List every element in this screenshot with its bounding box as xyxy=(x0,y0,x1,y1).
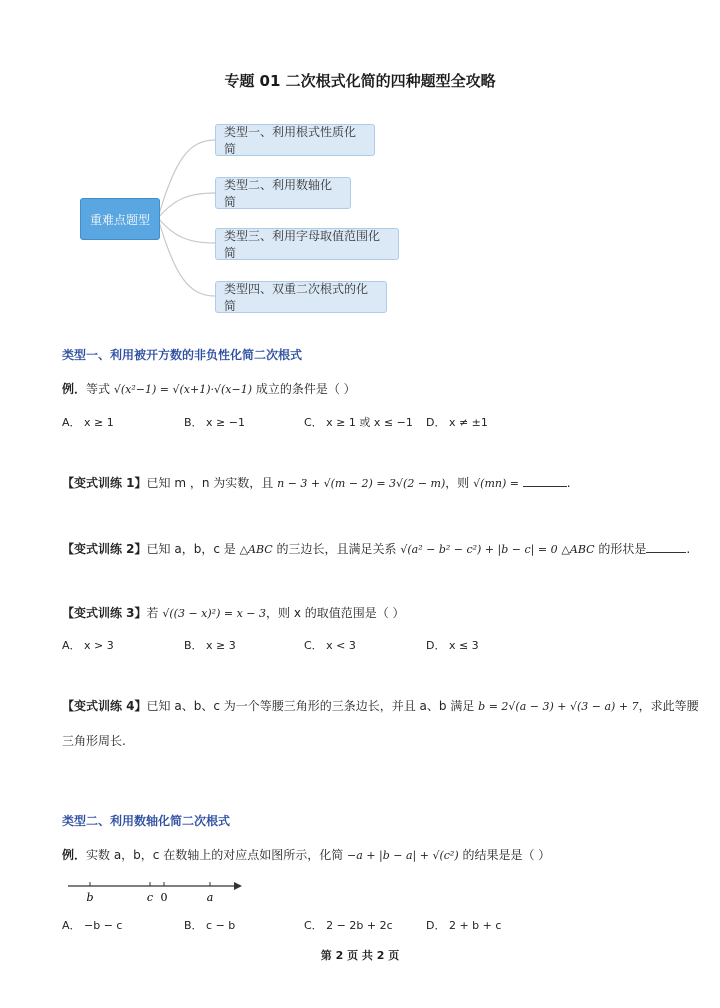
exercise-1-text-after: ，则 xyxy=(445,476,470,490)
option-b: B． x ≥ −1 xyxy=(184,416,245,429)
exercise-4-text: 已知 a、b、c 为一个等腰三角形的三条边长，并且 a、b 满足 xyxy=(146,699,475,713)
option-d: D． x ≤ 3 xyxy=(426,639,479,652)
exercise-4-text-2: ，求此等腰 xyxy=(638,699,699,713)
exercise-4-formula: b = 2√(a − 3) + √(3 − a) + 7 xyxy=(478,700,639,713)
exercise-2-triangle-2: △ABC xyxy=(561,543,595,556)
axis-label-zero: 0 xyxy=(160,891,168,904)
example-formula: √(x²−1) = √(x+1)·√(x−1) xyxy=(113,383,253,396)
option-d: D． x ≠ ±1 xyxy=(426,416,488,429)
exercise-1 xyxy=(62,474,571,491)
answer-blank xyxy=(523,474,567,487)
exercise-2-formula: √(a² − b² − c²) + |b − c| = 0 xyxy=(400,543,558,556)
page-footer: 第 2 页 共 2 页 xyxy=(320,949,400,962)
option-d: D． 2 + b + c xyxy=(426,919,502,932)
mind-map-branch-4: 类型四、双重二次根式的化简 xyxy=(215,281,387,313)
exercise-4-line-2: 三角形周长. xyxy=(62,734,126,748)
option-c: C． x ≥ 1 或 x ≤ −1 xyxy=(304,416,413,429)
example-2 xyxy=(62,846,550,863)
exercise-1-text: 已知 m ，n 为实数，且 xyxy=(146,476,274,490)
example-2-formula: −a + |b − a| + √(c²) xyxy=(347,849,459,862)
option-c: C． x < 3 xyxy=(304,639,356,652)
axis-label-c: c xyxy=(146,891,154,904)
option-a: A． −b − c xyxy=(62,919,123,932)
exercise-3 xyxy=(62,604,405,621)
option-c: C． 2 − 2b + 2c xyxy=(304,919,393,932)
section-2-heading: 类型二、利用数轴化简二次根式 xyxy=(62,814,231,828)
option-a: A． x ≥ 1 xyxy=(62,416,114,429)
option-b: B． x ≥ 3 xyxy=(184,639,236,652)
exercise-2-triangle: △ABC xyxy=(239,543,273,556)
exercise-3-text-2: ，则 x 的取值范围是（ ） xyxy=(266,606,405,620)
example-question: 成立的条件是（ ） xyxy=(255,382,356,396)
exercise-2-text-2: 的三边长，且满足关系 xyxy=(276,542,397,556)
exercise-4 xyxy=(62,697,699,714)
axis-label-a: a xyxy=(206,891,214,904)
axis-label-b: b xyxy=(86,891,94,904)
option-a: A． x > 3 xyxy=(62,639,114,652)
mind-map xyxy=(70,118,410,318)
number-line xyxy=(62,876,252,906)
example-2-text: 实数 a，b，c 在数轴上的对应点如图所示，化简 xyxy=(86,848,344,862)
exercise-3-text: 若 xyxy=(146,606,159,620)
exercise-1-end: . xyxy=(566,476,571,490)
exercise-1-formula: n − 3 + √(m − 2) = 3√(2 − m) xyxy=(277,477,446,490)
exercise-4-label: 【变式训练 4】 xyxy=(62,699,147,713)
example-2-text-2: 的结果是是（ ） xyxy=(462,848,551,862)
example-text: 等式 xyxy=(86,382,111,396)
mind-map-branch-3: 类型三、利用字母取值范围化简 xyxy=(215,228,399,260)
option-b: B． c − b xyxy=(184,919,236,932)
exercise-1-label: 【变式训练 1】 xyxy=(62,476,147,490)
exercise-2-text: 已知 a，b，c 是 xyxy=(146,542,236,556)
exercise-2-end: . xyxy=(686,542,691,556)
exercise-3-label: 【变式训练 3】 xyxy=(62,606,147,620)
section-1-heading: 类型一、利用被开方数的非负性化简二次根式 xyxy=(62,348,303,362)
example-2-label: 例． xyxy=(62,848,87,862)
mind-map-root: 重难点题型 xyxy=(80,198,160,240)
mind-map-branch-1: 类型一、利用根式性质化简 xyxy=(215,124,375,156)
exercise-3-formula: √((3 − x)²) = x − 3 xyxy=(162,607,266,620)
page-title: 专题 01 二次根式化简的四种题型全攻略 xyxy=(224,72,496,90)
example-label: 例． xyxy=(62,382,87,396)
answer-blank xyxy=(646,540,686,553)
mind-map-branch-2: 类型二、利用数轴化简 xyxy=(215,177,351,209)
exercise-1-formula-2: √(mn) = xyxy=(473,477,519,490)
example-1 xyxy=(62,380,356,397)
exercise-2 xyxy=(62,540,690,557)
exercise-2-label: 【变式训练 2】 xyxy=(62,542,147,556)
exercise-2-text-3: 的形状是 xyxy=(598,542,647,556)
